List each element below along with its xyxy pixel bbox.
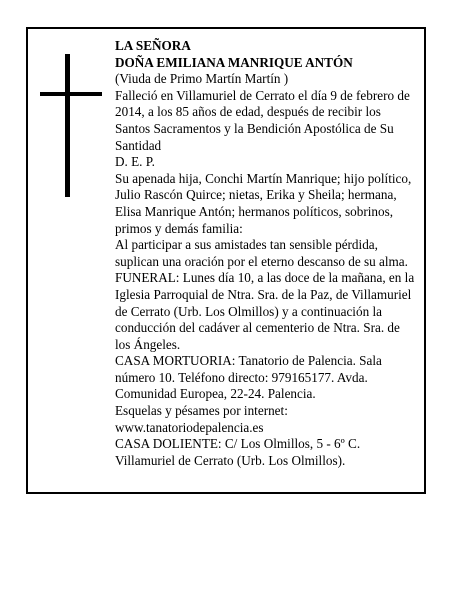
condolences-label: Esquelas y pésames por internet: bbox=[115, 403, 288, 419]
death-info: Falleció en Villamuriel de Cerrato el día 9 de febrero de 2014, a los 85 años de edad, después de recibir los Santos Sacramentos y la Bendición Apostólica de Su Santidad bbox=[115, 87, 410, 153]
widow-of: (Viuda de Primo Martín Martín ) bbox=[115, 71, 289, 87]
rip-label: D. E. P. bbox=[115, 154, 155, 170]
website-link[interactable]: www.tanatoriodepalencia.es bbox=[115, 419, 264, 435]
family-list: Su apenada hija, Conchi Martín Manrique; hijo político, Julio Rascón Quirce; nietas, Erika y Sheila; hermana, Elisa Manrique Antón; hermanos políticos, sobrinos, primos y demás familia: bbox=[115, 170, 412, 236]
funeral-home-info: CASA MORTUORIA: Tanatorio de Palencia. Sala número 10. Teléfono directo: 979165177. Avda. Comunidad Europea, 22-24. Palencia. bbox=[115, 353, 382, 402]
cross-icon bbox=[40, 54, 102, 197]
funeral-info: FUNERAL: Lunes día 10, a las doce de la mañana, en la Iglesia Parroquial de Ntra. Sra. de la Paz, de Villamuriel de Cerrato (Urb. Los Olmillos) y a continuación la conducción del cadáver al cementerio de Ntra. Sra. de los Ángeles. bbox=[115, 270, 415, 352]
cross-vertical-bar bbox=[65, 54, 70, 197]
obituary-text bbox=[115, 38, 415, 469]
prayer-request: Al participar a sus amistades tan sensible pérdida, suplican una oración por el eterno descanso de su alma. bbox=[115, 237, 408, 269]
deceased-name: DOÑA EMILIANA MANRIQUE ANTÓN bbox=[115, 54, 353, 70]
title-line: LA SEÑORA bbox=[115, 38, 191, 53]
cross-horizontal-bar bbox=[40, 92, 102, 96]
mourning-house-info: CASA DOLIENTE: C/ Los Olmillos, 5 - 6º C. Villamuriel de Cerrato (Urb. Los Olmillos). bbox=[115, 436, 361, 468]
